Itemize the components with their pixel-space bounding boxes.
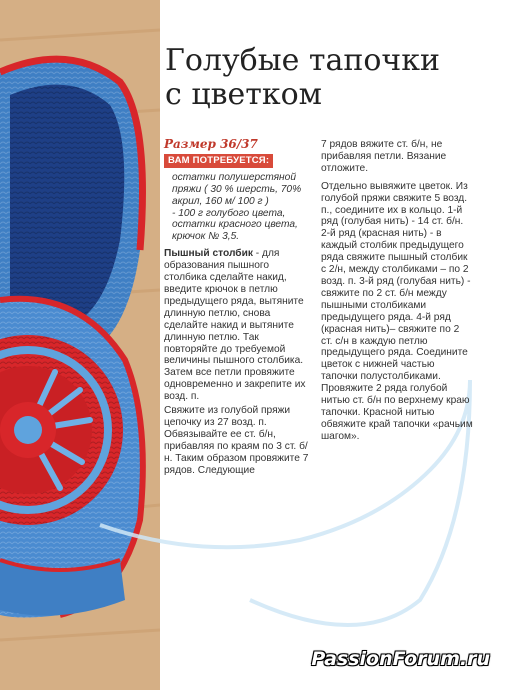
instructions-paragraph-2: 7 рядов вяжите ст. б/н, не прибавляя петли. Вязание отложите. [321,139,447,174]
instructions-paragraph-1: Свяжите из голубой пряжи цепочку из 27 возд. п. Обвязывайте ее ст. б/н, прибавляя по краям по 3 ст. б/н. Таким образом провяжите 7 рядов. Следующие [164,405,309,476]
instructions-paragraph-3: Отдельно вывяжите цветок. Из голубой пряжи свяжите 5 возд. п., соедините их в кольцо. 1-й ряд (голубая нить) - 14 ст. б/н. 2-й ряд (красная нить) - в каждый столбик предыдущего ряда свяжите пышный столбик с 2/н, между столбиками – по 2 возд. п. 3-й ряд (голубая нить) - свяжите по 2 ст. б/н между пышными столбиками предыдущего ряда. 4-й ряд (красная нить)– свяжите по 2 ст. с/н в каждую петлю предыдущего ряда. Соедините цветок с нижней частью тапочки полустолбиками. Провяжите 2 ряда голубой нитью ст. б/н по верхнему краю тапочки. Красной нитью обвяжите край тапочки «рачьим шагом». [321,180,473,442]
technique-paragraph [164,248,312,403]
column-right [321,139,473,445]
materials-header: ВАМ ПОТРЕБУЕТСЯ: [164,154,273,168]
title-line-2: с цветком [165,77,323,112]
materials-line-1: остатки полушерстяной пряжи ( 30 % шерсть, 70% акрил, 160 м/ 100 г ) [172,171,302,207]
slipper-photo [0,0,160,690]
column-left [164,139,312,478]
page-title [165,44,485,112]
title-line-1: Голубые тапочки [165,43,440,78]
watermark-container [170,648,490,670]
watermark-text: PassionForum.ru [311,648,490,670]
size-heading: Размер 36/37 [164,137,258,151]
technique-term: Пышный столбик [164,248,253,260]
technique-text: - для образования пышного столбика сделайте накид, введите крючок в петлю предыдущего ряда, вытяните длинную петлю, снова сделайте накид и вытяните длинную петлю. Так повторяйте до требуемой величины пышного столбика. Затем все петли провяжите одновременно и закрепите их возд. п. [164,248,306,403]
materials-line-2: - 100 г голубого цвета, остатки красного цвета, крючок № 3,5. [172,207,298,243]
